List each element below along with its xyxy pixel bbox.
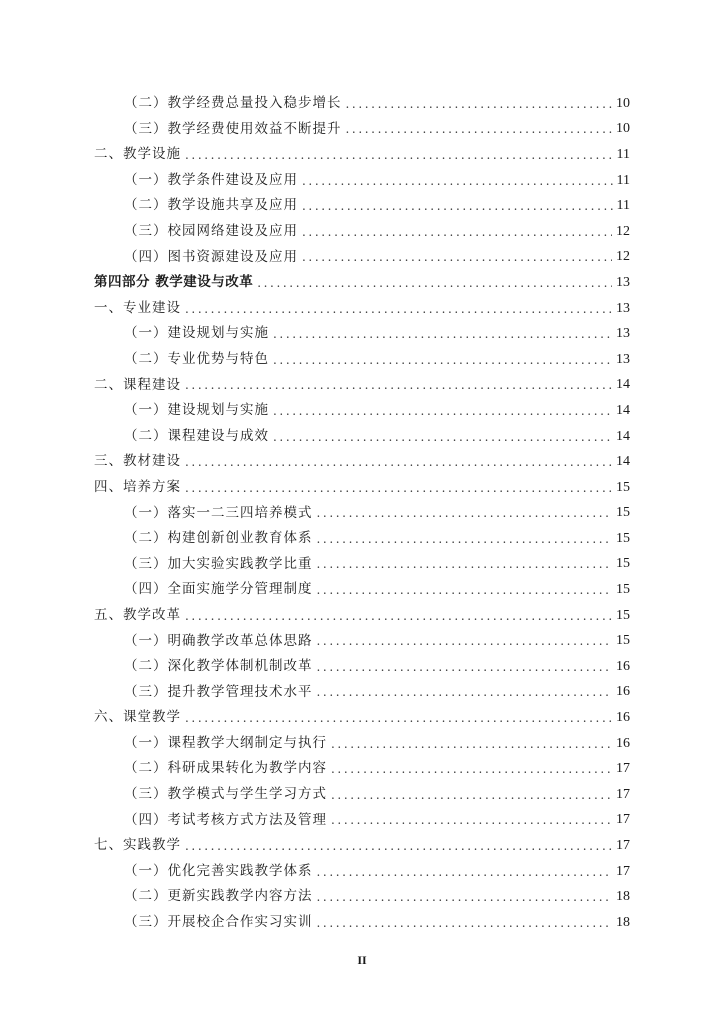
toc-entry-title: 二、教学设施 — [94, 146, 181, 163]
toc-dot-leader — [257, 277, 612, 289]
toc-section-entry[interactable] — [94, 475, 630, 501]
toc-entry-page: 16 — [616, 658, 630, 674]
toc-entry-title: （一）优化完善实践教学体系 — [124, 862, 313, 879]
toc-dot-leader — [185, 840, 612, 852]
toc-entry-page: 18 — [616, 914, 630, 930]
toc-subsection-entry[interactable] — [94, 552, 630, 578]
toc-entry-title: （二）科研成果转化为教学内容 — [124, 760, 327, 777]
toc-entry-title: 第四部分 教学建设与改革 — [94, 274, 254, 291]
toc-entry-title: （二）构建创新创业教育体系 — [124, 530, 313, 547]
toc-entry-title: 一、专业建设 — [94, 299, 181, 316]
toc-entry-page: 13 — [616, 351, 630, 367]
toc-entry-page: 12 — [616, 249, 630, 265]
toc-entry-page: 13 — [616, 326, 630, 342]
toc-entry-page: 14 — [616, 428, 630, 444]
toc-dot-leader — [185, 712, 612, 724]
toc-entry-title: 五、教学改革 — [94, 606, 181, 623]
toc-subsection-entry[interactable] — [94, 756, 630, 782]
toc-subsection-entry[interactable] — [94, 193, 630, 219]
toc-subsection-entry[interactable] — [94, 424, 630, 450]
toc-subsection-entry[interactable] — [94, 859, 630, 885]
toc-subsection-entry[interactable] — [94, 117, 630, 143]
toc-subsection-entry[interactable] — [94, 628, 630, 654]
toc-entry-page: 14 — [616, 402, 630, 418]
toc-entry-title: （一）建设规划与实施 — [124, 325, 269, 342]
toc-subsection-entry[interactable] — [94, 321, 630, 347]
toc-dot-leader — [317, 917, 613, 929]
toc-entry-page: 11 — [616, 198, 630, 214]
page-number: II — [357, 953, 367, 967]
toc-entry-title: （一）落实一二三四培养模式 — [124, 504, 313, 521]
toc-dot-leader — [317, 635, 613, 647]
toc-dot-leader — [317, 686, 613, 698]
toc-dot-leader — [331, 789, 612, 801]
toc-entry-title: （一）建设规划与实施 — [124, 402, 269, 419]
toc-dot-leader — [317, 533, 613, 545]
toc-entry-page: 15 — [616, 633, 630, 649]
toc-subsection-entry[interactable] — [94, 245, 630, 271]
toc-section-entry[interactable] — [94, 705, 630, 731]
toc-subsection-entry[interactable] — [94, 398, 630, 424]
toc-entry-page: 11 — [616, 146, 630, 162]
toc-entry-page: 15 — [616, 479, 630, 495]
toc-subsection-entry[interactable] — [94, 577, 630, 603]
toc-subsection-entry[interactable] — [94, 910, 630, 936]
toc-entry-page: 14 — [616, 454, 630, 470]
toc-dot-leader — [317, 661, 613, 673]
toc-entry-title: （二）专业优势与特色 — [124, 350, 269, 367]
toc-entry-page: 12 — [616, 223, 630, 239]
toc-section-entry[interactable] — [94, 603, 630, 629]
toc-dot-leader — [302, 200, 613, 212]
toc-entry-page: 17 — [616, 863, 630, 879]
toc-entry-title: （一）明确教学改革总体思路 — [124, 632, 313, 649]
toc-entry-title: （三）提升教学管理技术水平 — [124, 683, 313, 700]
toc-entry-page: 14 — [616, 377, 630, 393]
toc-dot-leader — [346, 98, 613, 110]
toc-dot-leader — [302, 175, 613, 187]
toc-entry-page: 16 — [616, 735, 630, 751]
toc-dot-leader — [302, 226, 612, 238]
toc-dot-leader — [317, 507, 613, 519]
toc-entry-page: 16 — [616, 710, 630, 726]
toc-dot-leader — [317, 558, 613, 570]
table-of-contents — [94, 91, 630, 936]
toc-entry-page: 15 — [616, 582, 630, 598]
toc-entry-page: 13 — [616, 300, 630, 316]
toc-subsection-entry[interactable] — [94, 219, 630, 245]
toc-entry-title: （二）深化教学体制机制改革 — [124, 658, 313, 675]
toc-dot-leader — [185, 379, 612, 391]
toc-entry-title: 四、培养方案 — [94, 478, 181, 495]
toc-subsection-entry[interactable] — [94, 782, 630, 808]
toc-dot-leader — [331, 763, 612, 775]
toc-section-entry[interactable] — [94, 449, 630, 475]
toc-entry-page: 16 — [616, 684, 630, 700]
toc-entry-title: 二、课程建设 — [94, 376, 181, 393]
toc-subsection-entry[interactable] — [94, 654, 630, 680]
toc-dot-leader — [317, 866, 613, 878]
toc-entry-title: 三、教材建设 — [94, 453, 181, 470]
toc-section-entry[interactable] — [94, 296, 630, 322]
toc-subsection-entry[interactable] — [94, 501, 630, 527]
toc-dot-leader — [273, 405, 612, 417]
toc-dot-leader — [317, 891, 613, 903]
toc-subsection-entry[interactable] — [94, 884, 630, 910]
toc-entry-page: 13 — [616, 274, 630, 290]
toc-dot-leader — [185, 456, 612, 468]
toc-entry-title: （一）课程教学大纲制定与执行 — [124, 734, 327, 751]
toc-entry-page: 15 — [616, 607, 630, 623]
toc-entry-title: （四）图书资源建设及应用 — [124, 248, 298, 265]
toc-subsection-entry[interactable] — [94, 731, 630, 757]
toc-subsection-entry[interactable] — [94, 680, 630, 706]
toc-subsection-entry[interactable] — [94, 347, 630, 373]
toc-section-entry[interactable] — [94, 833, 630, 859]
toc-entry-title: （三）教学模式与学生学习方式 — [124, 786, 327, 803]
toc-dot-leader — [331, 738, 612, 750]
toc-dot-leader — [185, 303, 612, 315]
toc-entry-page: 15 — [616, 505, 630, 521]
toc-entry-page: 15 — [616, 530, 630, 546]
toc-entry-title: （四）考试考核方式方法及管理 — [124, 811, 327, 828]
toc-entry-page: 11 — [616, 172, 630, 188]
toc-dot-leader — [331, 814, 612, 826]
toc-dot-leader — [185, 482, 612, 494]
toc-dot-leader — [273, 354, 612, 366]
toc-entry-page: 10 — [616, 95, 630, 111]
toc-entry-title: （二）教学设施共享及应用 — [124, 197, 298, 214]
toc-section-entry[interactable] — [94, 373, 630, 399]
toc-entry-page: 17 — [616, 812, 630, 828]
toc-dot-leader — [273, 328, 612, 340]
toc-entry-page: 18 — [616, 889, 630, 905]
toc-section-entry[interactable] — [94, 142, 630, 168]
toc-entry-title: （三）教学经费使用效益不断提升 — [124, 120, 342, 137]
toc-entry-title: （二）教学经费总量投入稳步增长 — [124, 95, 342, 112]
toc-subsection-entry[interactable] — [94, 91, 630, 117]
toc-entry-title: （一）教学条件建设及应用 — [124, 171, 298, 188]
toc-entry-page: 17 — [616, 761, 630, 777]
toc-entry-title: （三）校园网络建设及应用 — [124, 223, 298, 240]
toc-dot-leader — [185, 149, 613, 161]
toc-subsection-entry[interactable] — [94, 808, 630, 834]
toc-entry-page: 15 — [616, 556, 630, 572]
toc-dot-leader — [302, 251, 612, 263]
toc-entry-title: （二）课程建设与成效 — [124, 427, 269, 444]
toc-entry-page: 17 — [616, 838, 630, 854]
toc-entry-page: 17 — [616, 786, 630, 802]
toc-dot-leader — [346, 123, 613, 135]
toc-entry-page: 10 — [616, 121, 630, 137]
toc-entry-title: 六、课堂教学 — [94, 709, 181, 726]
toc-part-heading[interactable] — [94, 270, 630, 296]
toc-subsection-entry[interactable] — [94, 168, 630, 194]
toc-dot-leader — [317, 584, 613, 596]
toc-dot-leader — [273, 431, 612, 443]
toc-dot-leader — [185, 610, 612, 622]
toc-subsection-entry[interactable] — [94, 526, 630, 552]
toc-entry-title: （二）更新实践教学内容方法 — [124, 888, 313, 905]
toc-entry-title: 七、实践教学 — [94, 837, 181, 854]
toc-entry-title: （三）加大实验实践教学比重 — [124, 555, 313, 572]
toc-entry-title: （四）全面实施学分管理制度 — [124, 581, 313, 598]
toc-entry-title: （三）开展校企合作实习实训 — [124, 914, 313, 931]
